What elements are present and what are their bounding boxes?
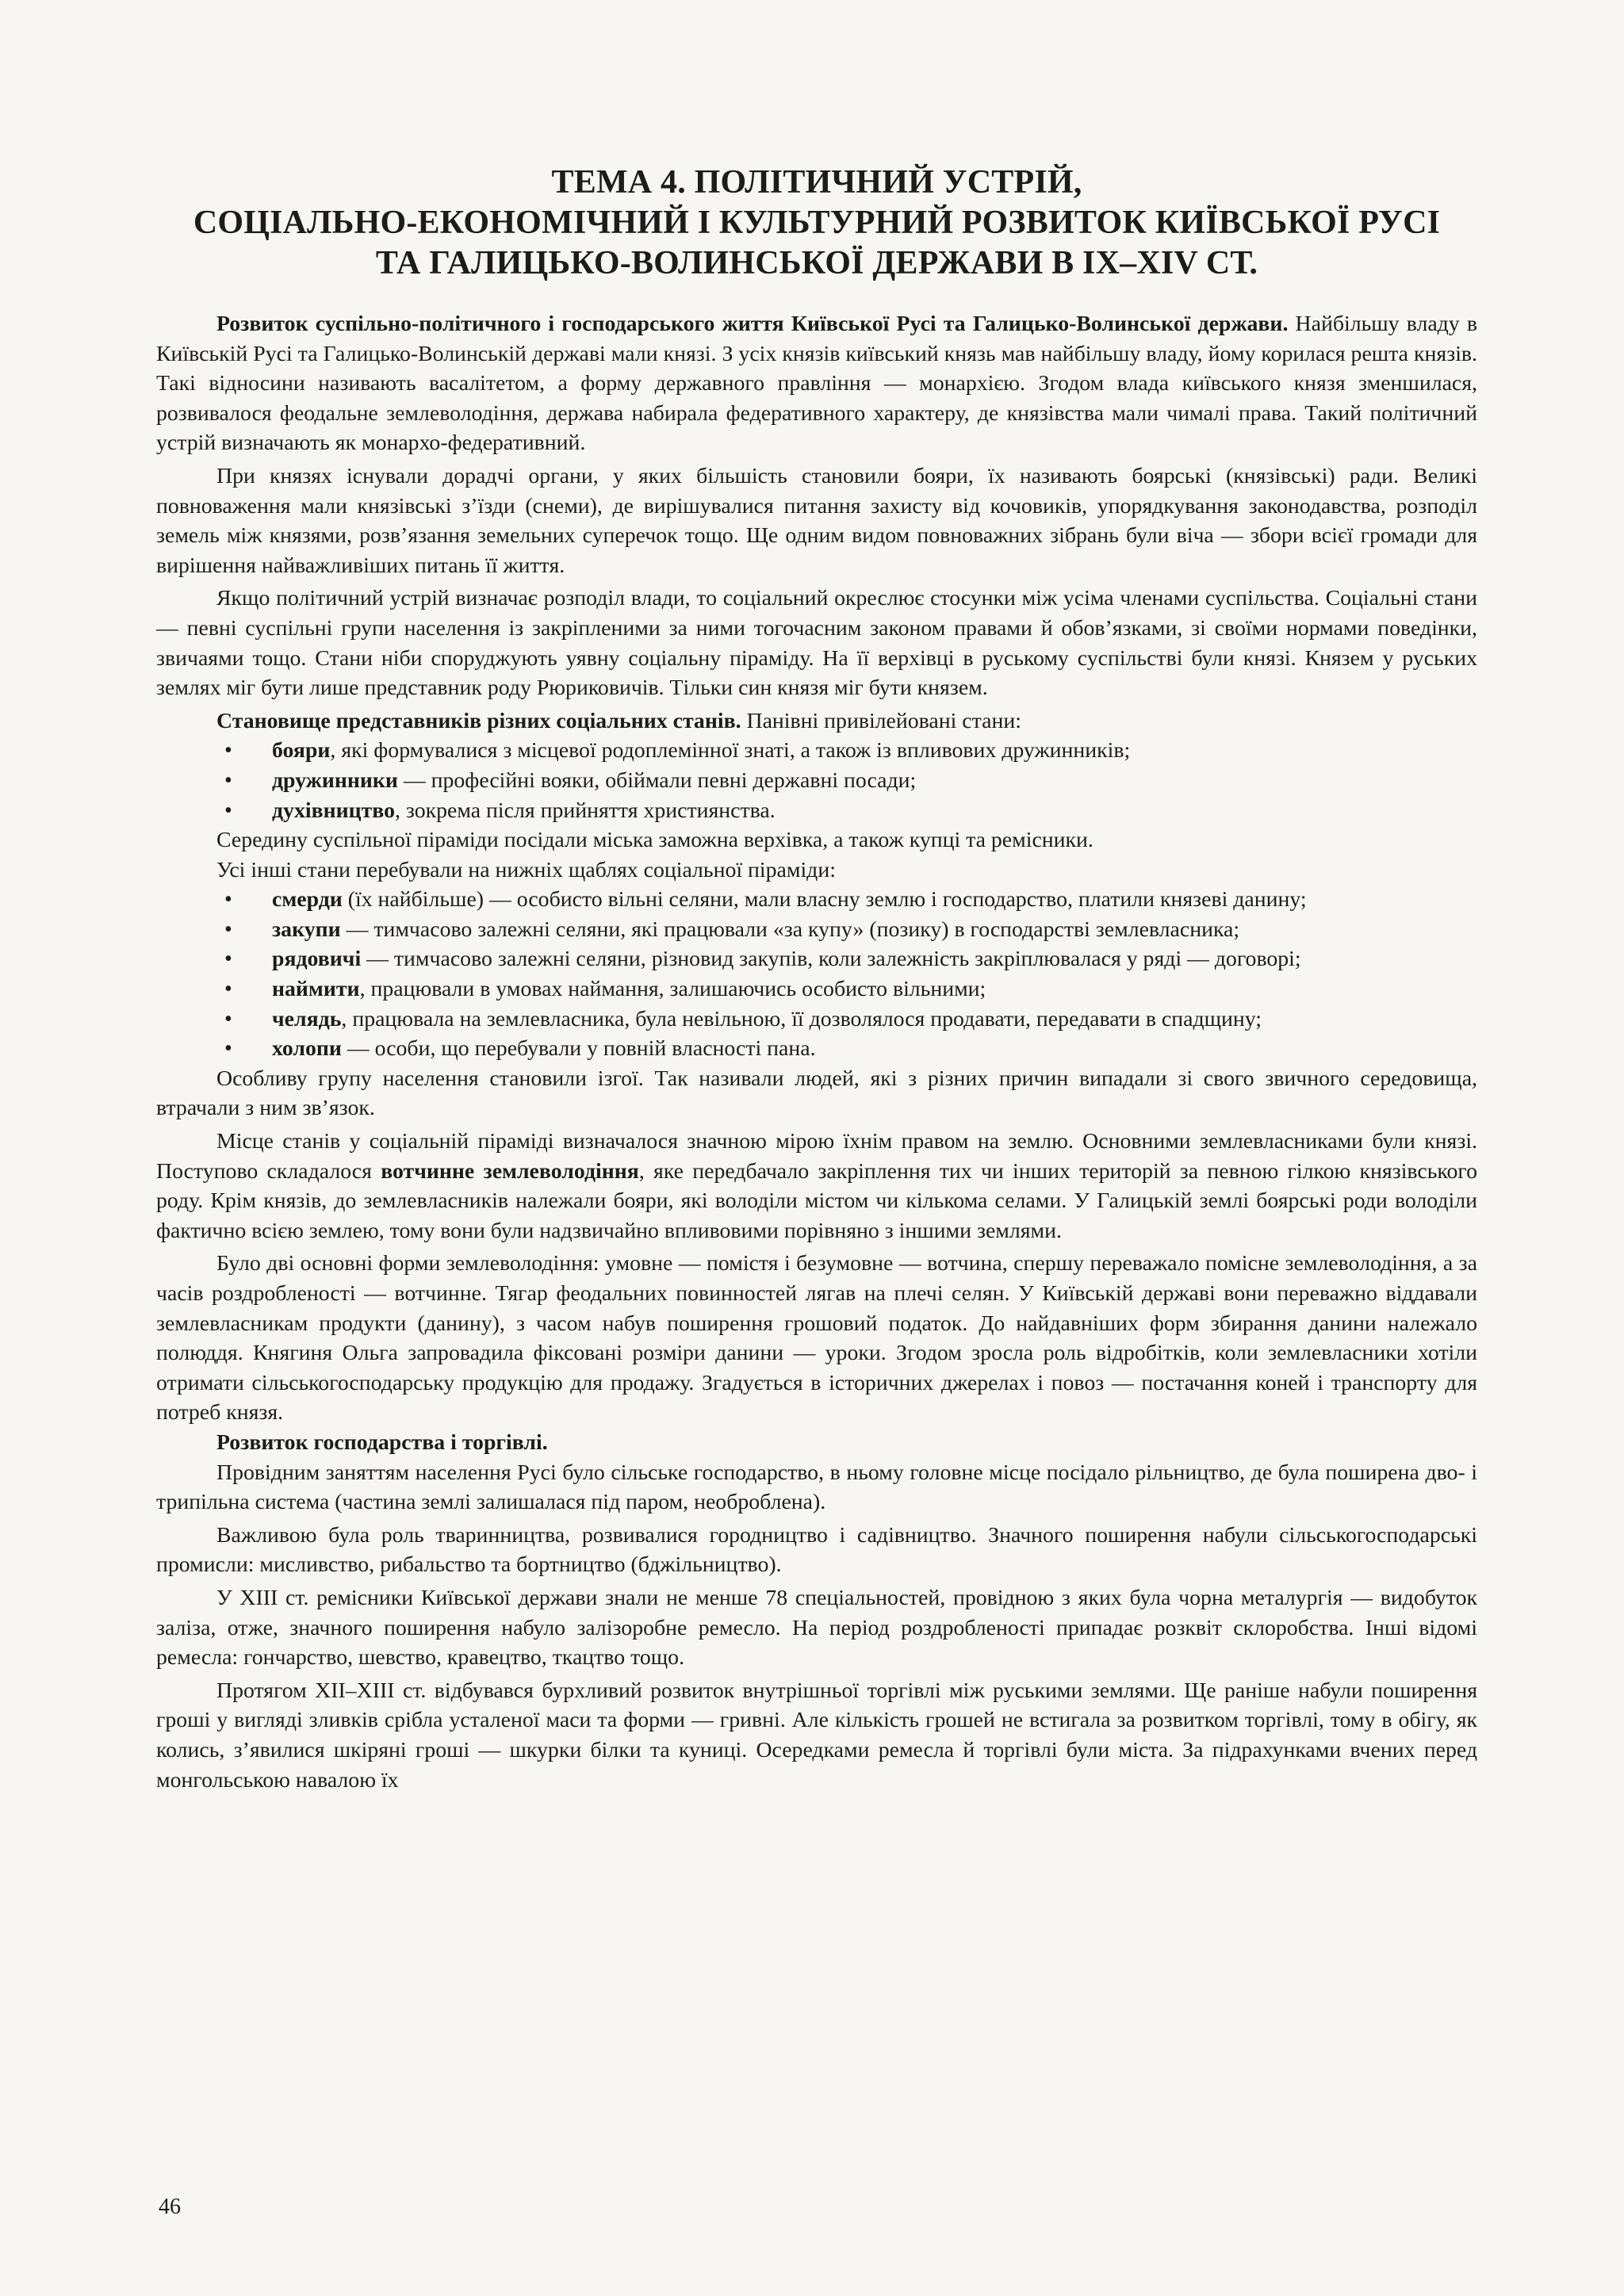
list-item [156, 1004, 1477, 1035]
paragraph-11: Провідним заняттям населення Русі було сільське господарство, в ньому головне місце посідало рільництво, де була поширена дво- і трипільна система (частина землі залишалася під паром, необроблена). [156, 1460, 1477, 1515]
privileged-estates-list [156, 736, 1477, 825]
paragraph-7: Особливу групу населення становили ізгої. Так називали людей, які з різних причин випадали зі свого звичного середовища, втрачали з ним зв’язок. [156, 1066, 1477, 1121]
bullet-icon: • [224, 947, 232, 972]
list-item [156, 974, 1477, 1004]
paragraph-8-text-b: , яке передбачало закріплення тих чи інших територій за певною гілкою князівського роду. Крім князів, до землевласників належали бояри, які володіли містом чи кількома селами. У Галицькій землі боярські роди володіли фактично всією землею, тому вони були надзвичайно впливовими порівняно з іншими землями. [156, 1158, 1477, 1243]
paragraph-1 [156, 309, 1477, 458]
bullet-icon: • [224, 767, 232, 793]
paragraph-4-text: Панівні привілейовані стани: [741, 708, 1021, 733]
paragraph-5: Середину суспільної піраміди посідали міська заможна верхівка, а також купці та ремісники. [216, 828, 1094, 853]
bullet-icon: • [224, 887, 232, 913]
list-text: , зокрема після прийняття християнства. [395, 798, 776, 823]
list-text: — професійні вояки, обіймали певні державні посади; [397, 767, 917, 793]
section-heading-social-estates: Становище представників різних соціальних станів. [216, 708, 741, 733]
list-text: (їх найбільше) — особисто вільні селяни, мали власну землю і господарство, платили князеві данину; [342, 887, 1307, 913]
list-term: закупи [272, 916, 341, 942]
list-item [156, 885, 1477, 915]
section-heading-political-life: Розвиток суспільно-політичного і господарського життя Київської Русі та Галицько-Волинської держави. [216, 312, 1289, 336]
bullet-icon: • [224, 977, 232, 1002]
list-term: духівництво [272, 798, 396, 823]
list-item [156, 796, 1477, 826]
title-line-2: СОЦІАЛЬНО-ЕКОНОМІЧНИЙ І КУЛЬТУРНИЙ РОЗВИТОК КИЇВСЬКОЇ РУСІ [193, 205, 1441, 241]
paragraph-1-text: Найбільшу владу в Київській Русі та Галицько-Волинській державі мали князі. З усіх князів київський князь мав найбільшу владу, йому корилася решта князів. Такі відносини називають васалітетом, а форму державного правління — монархією. Згодом влада київського князя зменшилася, розвивалося феодальне землеволодіння, держава набирала федеративного характеру, де князівства мали чималі права. Такий політичний устрій визначають як монархо-федеративний. [156, 312, 1477, 456]
list-term: челядь [272, 1006, 342, 1031]
chapter-title [156, 163, 1477, 284]
list-item [156, 766, 1477, 796]
list-item [156, 915, 1477, 945]
paragraph-6: Усі інші стани перебували на нижніх щаблях соціальної піраміди: [216, 857, 836, 882]
paragraph-2: При князях існували дорадчі органи, у яких більшість становили бояри, їх називають боярські (князівські) ради. Великі повноваження мали князівські з’їзди (снеми), де вирішувалися питання захисту від кочовиків, упорядкування законодавства, розподіл земель між князями, розв’язання земельних суперечок тощо. Ще одним видом повноважних зібрань були віча — збори всієї громади для вирішення найважливіших питань її життя. [156, 463, 1477, 578]
bullet-icon: • [224, 916, 232, 942]
list-term: холопи [272, 1036, 342, 1062]
paragraph-4 [156, 706, 1477, 737]
lower-estates-list [156, 885, 1477, 1064]
section-heading-economy-trade: Розвиток господарства і торгівлі. [216, 1429, 548, 1455]
bullet-icon: • [224, 1006, 232, 1031]
paragraph-9: Було дві основні форми землеволодіння: умовне — помістя і безумовне — вотчина, спершу переважало помісне землеволодіння, а за часів роздробленості — вотчинне. Тягар феодальних повинностей лягав на плечі селян. У Київській державі вони переважно віддавали землевласникам продукти (данину), з часом набув поширення грошовий податок. До найдавніших форм збирання данини належало полюддя. Княгиня Ольга запровадила фіксовані розміри данини — уроки. Згодом зросла роль відробітків, коли землевласники хотіли отримати сільськогосподарську продукцію для продажу. Згадується в історичних джерелах і повоз — постачання коней і транспорту для потреб князя. [156, 1251, 1477, 1425]
body-text [156, 309, 1477, 1795]
list-text: , які формувалися з місцевої родоплемінної знаті, а також із впливових дружинників; [330, 738, 1131, 763]
paragraph-8-text-a: Місце станів у соціальній піраміді визначалося значною мірою їхнім правом на землю. Основними землевласниками були князі. Поступово складалося [156, 1129, 1477, 1184]
paragraph-13: У XIII ст. ремісники Київської держави знали не менше 78 спеціальностей, провідною з яких була чорна металургія — видобуток заліза, отже, значного поширення набуло залізоробне ремесло. На період роздробленості припадає розквіт склоробства. Інші відомі ремесла: гончарство, шевство, кравецтво, ткацтво тощо. [156, 1585, 1477, 1670]
list-text: — особи, що перебували у повній власності пана. [341, 1036, 816, 1062]
list-text: , працювала на землевласника, була невільною, її дозволялося продавати, передавати в спадщину; [341, 1006, 1262, 1031]
paragraph-8 [156, 1127, 1477, 1246]
title-line-1: ТЕМА 4. ПОЛІТИЧНИЙ УСТРІЙ, [551, 164, 1082, 201]
title-line-3: ТА ГАЛИЦЬКО-ВОЛИНСЬКОЇ ДЕРЖАВИ В IX–XIV СТ. [375, 245, 1258, 281]
list-term: бояри [272, 738, 331, 763]
list-text: — тимчасово залежні селяни, які працювали «за купу» (позику) в господарстві землевласника; [340, 916, 1240, 942]
list-item [156, 944, 1477, 974]
paragraph-10 [156, 1428, 1477, 1458]
bullet-icon: • [224, 738, 232, 763]
list-item [156, 736, 1477, 766]
bullet-icon: • [224, 798, 232, 823]
list-term: смерди [272, 887, 343, 913]
list-text: , працювали в умовах наймання, залишаючись особисто вільними; [359, 977, 986, 1002]
list-term: дружинники [272, 767, 398, 793]
list-term: рядовичі [272, 947, 362, 972]
paragraph-12: Важливою була роль тваринництва, розвивалися городництво і садівництво. Значного поширення набули сільськогосподарські промисли: мисливство, рибальство та бортництво (бджільництво). [156, 1522, 1477, 1578]
list-item [156, 1034, 1477, 1064]
list-term: наймити [272, 977, 360, 1002]
paragraph-3: Якщо політичний устрій визначає розподіл влади, то соціальний окреслює стосунки між усіма членами суспільства. Соціальні стани — певні суспільні групи населення із закріпленими за ними тогочасним законом правами й обов’язками, зі своїми нормами поведінки, звичаями тощо. Стани ніби споруджують уявну соціальну піраміду. На її верхівці в руському суспільстві були князі. Князем у руських землях міг бути лише представник роду Рюриковичів. Тільки син князя міг бути князем. [156, 586, 1477, 701]
term-votchynne: вотчинне землеволодіння [381, 1158, 639, 1184]
list-text: — тимчасово залежні селяни, різновид закупів, коли залежність закріплювалася у ряді — договорі; [361, 947, 1301, 972]
bullet-icon: • [224, 1036, 232, 1062]
page-number: 46 [159, 2195, 181, 2219]
paragraph-14: Протягом XII–XIII ст. відбувався бурхливий розвиток внутрішньої торгівлі між руськими землями. Ще раніше набули поширення гроші у вигляді зливків срібла усталеної маси та форми — гривні. Але кількість грошей не встигала за розвитком торгівлі, тому в обігу, як колись, з’явилися шкіряні гроші — шкурки білки та куниці. Осередками ремесла й торгівлі були міста. За підрахунками вчених перед монгольською навалою їх [156, 1678, 1477, 1793]
